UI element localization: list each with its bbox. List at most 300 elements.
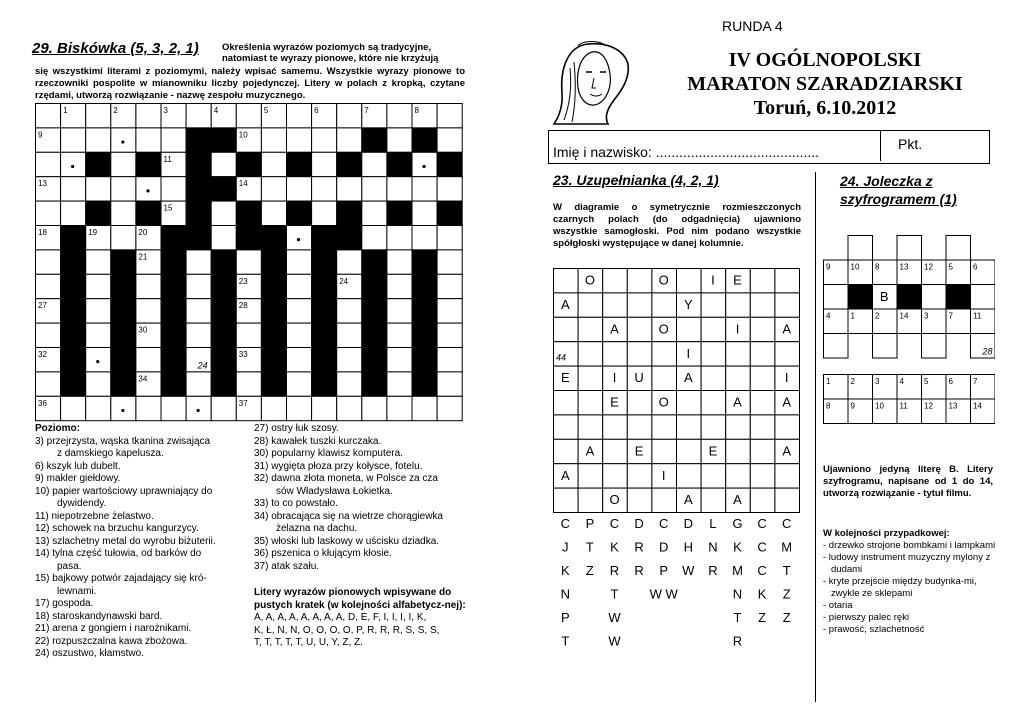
grid-cell[interactable] bbox=[387, 274, 412, 298]
grid-cell[interactable] bbox=[287, 323, 312, 347]
clue-line: 32) dawna złota moneta, w Polsce za cza bbox=[254, 473, 438, 484]
black-cell bbox=[312, 274, 337, 298]
grid-cell[interactable] bbox=[554, 391, 579, 415]
vowel-letter: E bbox=[560, 370, 570, 386]
grid-cell[interactable] bbox=[312, 396, 337, 420]
grid-cell[interactable] bbox=[211, 201, 236, 225]
grid-cell[interactable] bbox=[578, 415, 603, 439]
grid-cell[interactable] bbox=[848, 236, 873, 261]
grid-cell[interactable] bbox=[578, 464, 603, 488]
grid-cell[interactable] bbox=[578, 317, 603, 341]
logo-face-icon bbox=[548, 38, 638, 128]
dot-marker bbox=[121, 140, 124, 143]
grid-cell[interactable] bbox=[437, 177, 462, 201]
grid-cell[interactable] bbox=[677, 391, 702, 415]
grid-cell[interactable] bbox=[701, 293, 726, 317]
clue-line: 3) przejrzysta, wąska tkanina zwisająca bbox=[35, 435, 211, 447]
grid-cell[interactable] bbox=[36, 372, 61, 396]
black-cell bbox=[437, 152, 462, 176]
grid-cell[interactable] bbox=[111, 128, 136, 152]
grid-cell[interactable] bbox=[111, 152, 136, 176]
grid-cell[interactable] bbox=[554, 488, 579, 512]
black-cell bbox=[362, 128, 387, 152]
grid-cell[interactable] bbox=[337, 104, 362, 128]
grid-cell[interactable] bbox=[36, 152, 61, 176]
grid-cell[interactable] bbox=[652, 488, 677, 512]
grid-cell[interactable] bbox=[750, 317, 775, 341]
grid-cell[interactable] bbox=[362, 152, 387, 176]
black-cell bbox=[261, 348, 286, 372]
grid-cell[interactable] bbox=[362, 396, 387, 420]
grid-cell[interactable] bbox=[627, 391, 652, 415]
grid-cell[interactable] bbox=[652, 342, 677, 366]
grid-cell[interactable] bbox=[86, 250, 111, 274]
grid-cell[interactable] bbox=[437, 250, 462, 274]
grid-cell[interactable] bbox=[186, 104, 211, 128]
list-header: W kolejności przypadkowej: bbox=[823, 528, 950, 539]
column-divider bbox=[815, 172, 816, 702]
consonant-letter: Z bbox=[782, 610, 791, 625]
grid-cell[interactable] bbox=[652, 293, 677, 317]
grid-cell[interactable] bbox=[287, 348, 312, 372]
grid-cell[interactable] bbox=[824, 285, 849, 310]
grid-cell[interactable] bbox=[701, 464, 726, 488]
grid-cell[interactable] bbox=[701, 366, 726, 390]
consonant-letter: D bbox=[683, 516, 693, 531]
consonant-letter: K bbox=[610, 539, 619, 555]
grid-cell[interactable] bbox=[337, 396, 362, 420]
black-cell bbox=[186, 177, 211, 201]
cell-number: 8 bbox=[414, 106, 419, 115]
grid-cell[interactable] bbox=[652, 366, 677, 390]
vowel-letter: E bbox=[610, 394, 619, 410]
grid-cell[interactable] bbox=[701, 415, 726, 439]
list-item: - kryte przejście między budynka-mi, zwykle ze sklepami bbox=[823, 576, 977, 599]
grid-cell[interactable] bbox=[387, 299, 412, 323]
cell-number: 13 bbox=[899, 262, 909, 272]
grid-cell[interactable] bbox=[437, 396, 462, 420]
consonant-letter: Z bbox=[758, 610, 767, 625]
grid-cell[interactable] bbox=[86, 323, 111, 347]
black-cell bbox=[261, 299, 286, 323]
grid-cell[interactable] bbox=[897, 236, 922, 261]
cell-number: 2 bbox=[113, 106, 118, 115]
grid-cell[interactable] bbox=[627, 488, 652, 512]
grid-cell[interactable] bbox=[261, 177, 286, 201]
grid-cell[interactable] bbox=[603, 464, 628, 488]
black-cell bbox=[287, 152, 312, 176]
grid-cell[interactable] bbox=[750, 488, 775, 512]
black-cell bbox=[236, 226, 261, 250]
black-cell bbox=[387, 152, 412, 176]
grid-cell[interactable] bbox=[775, 342, 800, 366]
grid-cell[interactable] bbox=[726, 366, 751, 390]
grid-cell[interactable] bbox=[437, 299, 462, 323]
grid-cell[interactable] bbox=[86, 372, 111, 396]
grid-cell[interactable] bbox=[412, 201, 437, 225]
vowel-letter: A bbox=[733, 492, 742, 508]
grid-cell[interactable] bbox=[86, 348, 111, 372]
grid-cell[interactable] bbox=[387, 372, 412, 396]
grid-cell[interactable] bbox=[387, 323, 412, 347]
consonant-letter: C bbox=[782, 516, 792, 531]
grid-cell[interactable] bbox=[775, 464, 800, 488]
cell-number: 11 bbox=[163, 154, 172, 164]
black-cell bbox=[211, 372, 236, 396]
grid-cell[interactable] bbox=[287, 128, 312, 152]
vowel-letter: O bbox=[658, 321, 669, 337]
grid-cell[interactable] bbox=[236, 104, 261, 128]
grid-cell[interactable] bbox=[287, 299, 312, 323]
grid-cell[interactable] bbox=[750, 293, 775, 317]
grid-cell[interactable] bbox=[578, 342, 603, 366]
grid-cell[interactable] bbox=[824, 334, 849, 359]
grid-cell[interactable] bbox=[161, 396, 186, 420]
grid-cell[interactable] bbox=[750, 342, 775, 366]
black-cell bbox=[61, 250, 86, 274]
grid-cell[interactable] bbox=[652, 439, 677, 463]
grid-cell[interactable] bbox=[111, 201, 136, 225]
grid-cell[interactable] bbox=[261, 128, 286, 152]
black-cell bbox=[412, 323, 437, 347]
grid-cell[interactable] bbox=[873, 334, 898, 359]
grid-cell[interactable] bbox=[236, 323, 261, 347]
grid-cell[interactable] bbox=[387, 348, 412, 372]
list-item: - prawość, szlachetność bbox=[823, 624, 925, 635]
grid-cell[interactable] bbox=[36, 274, 61, 298]
black-cell bbox=[412, 348, 437, 372]
black-cell bbox=[61, 372, 86, 396]
cell-number: 1 bbox=[63, 106, 68, 115]
grid-cell[interactable] bbox=[287, 250, 312, 274]
consonant-letter: W bbox=[682, 563, 695, 578]
grid-cell[interactable] bbox=[362, 201, 387, 225]
clue-line: 34) obracająca się na wietrze chorągiewka bbox=[254, 510, 443, 522]
grid-cell[interactable] bbox=[387, 250, 412, 274]
grid-cell[interactable] bbox=[86, 274, 111, 298]
grid-cell[interactable] bbox=[236, 372, 261, 396]
grid-cell[interactable] bbox=[627, 269, 652, 293]
grid-cell[interactable] bbox=[578, 488, 603, 512]
grid-cell[interactable] bbox=[211, 152, 236, 176]
vowel-letter: E bbox=[733, 272, 742, 288]
consonant-letter: T bbox=[610, 586, 619, 602]
consonant-letter: D bbox=[634, 516, 644, 531]
cell-number: 10 bbox=[850, 262, 860, 272]
grid-cell[interactable] bbox=[750, 415, 775, 439]
cell-number: 14 bbox=[899, 311, 909, 321]
cell-number: 6 bbox=[973, 262, 978, 272]
clue-line: 6) kszyk lub dubelt. bbox=[35, 460, 121, 472]
grid-cell[interactable] bbox=[261, 201, 286, 225]
cell-number: 17 bbox=[339, 203, 349, 213]
grid-cell[interactable] bbox=[61, 177, 86, 201]
grid-cell[interactable] bbox=[726, 415, 751, 439]
grid-cell[interactable] bbox=[677, 464, 702, 488]
clue-line: 15) bajkowy potwór zajadający się kró- bbox=[35, 573, 207, 584]
grid-cell[interactable] bbox=[287, 226, 312, 250]
grid-cell[interactable] bbox=[86, 299, 111, 323]
grid-cell[interactable] bbox=[387, 177, 412, 201]
grid-cell[interactable] bbox=[287, 396, 312, 420]
vowel-letter: A bbox=[560, 467, 570, 483]
grid-cell[interactable] bbox=[603, 269, 628, 293]
dot-marker bbox=[422, 165, 425, 168]
grid-cell[interactable] bbox=[61, 201, 86, 225]
grid-cell[interactable] bbox=[775, 293, 800, 317]
cell-number: 4 bbox=[213, 106, 219, 115]
black-cell bbox=[337, 226, 362, 250]
consonant-letter: K bbox=[733, 539, 742, 555]
grid-cell[interactable] bbox=[86, 396, 111, 420]
grid-cell[interactable] bbox=[946, 236, 971, 261]
grid-cell[interactable] bbox=[312, 201, 337, 225]
grid-cell[interactable] bbox=[136, 104, 161, 128]
grid-cell[interactable] bbox=[627, 293, 652, 317]
consonant-letter: T bbox=[782, 563, 791, 578]
cell-number: 10 bbox=[875, 401, 884, 411]
vertical-letters: A, A, A, A, A, A, A, A, D, E, F, I, I, I, I, K, bbox=[254, 612, 427, 623]
grid-cell[interactable] bbox=[287, 104, 312, 128]
consonant-letter: Z bbox=[782, 586, 791, 602]
grid-cell[interactable] bbox=[750, 391, 775, 415]
vowel-letter: E bbox=[708, 443, 718, 459]
grid-cell[interactable] bbox=[387, 128, 412, 152]
black-cell bbox=[111, 274, 136, 298]
grid-cell[interactable] bbox=[701, 391, 726, 415]
black-cell bbox=[111, 372, 136, 396]
grid-cell[interactable] bbox=[578, 391, 603, 415]
grid-cell[interactable] bbox=[211, 226, 236, 250]
grid-cell[interactable] bbox=[337, 323, 362, 347]
grid-cell[interactable] bbox=[554, 317, 579, 341]
black-cell bbox=[86, 152, 111, 176]
grid-cell[interactable] bbox=[437, 104, 462, 128]
grid-cell[interactable] bbox=[603, 342, 628, 366]
grid-cell[interactable] bbox=[261, 152, 286, 176]
grid-cell[interactable] bbox=[578, 366, 603, 390]
black-cell bbox=[387, 201, 412, 225]
grid-cell[interactable] bbox=[86, 177, 111, 201]
consonant-letter: R bbox=[634, 539, 644, 555]
grid-cell[interactable] bbox=[412, 152, 437, 176]
grid-cell[interactable] bbox=[726, 293, 751, 317]
grid-cell[interactable] bbox=[36, 201, 61, 225]
black-cell bbox=[412, 372, 437, 396]
grid-cell[interactable] bbox=[312, 152, 337, 176]
grid-cell[interactable] bbox=[211, 396, 236, 420]
grid-cell[interactable] bbox=[61, 396, 86, 420]
grid-cell[interactable] bbox=[922, 285, 947, 310]
grid-cell[interactable] bbox=[186, 250, 211, 274]
grid-cell[interactable] bbox=[750, 439, 775, 463]
grid-cell[interactable] bbox=[362, 226, 387, 250]
grid-cell[interactable] bbox=[136, 128, 161, 152]
grid-cell[interactable] bbox=[111, 177, 136, 201]
grid-cell[interactable] bbox=[437, 323, 462, 347]
grid-cell[interactable] bbox=[136, 348, 161, 372]
grid-cell[interactable] bbox=[437, 274, 462, 298]
grid-cell[interactable] bbox=[677, 317, 702, 341]
cell-number: 34 bbox=[138, 374, 148, 384]
grid-cell[interactable] bbox=[136, 299, 161, 323]
vowel-letter: O bbox=[658, 394, 669, 410]
grid-cell[interactable] bbox=[287, 177, 312, 201]
cell-number: 25 bbox=[364, 276, 374, 286]
grid-cell[interactable] bbox=[677, 415, 702, 439]
cell-number: 12 bbox=[339, 154, 349, 164]
grid-cell[interactable] bbox=[337, 177, 362, 201]
grid-cell[interactable] bbox=[236, 250, 261, 274]
black-cell bbox=[211, 323, 236, 347]
puzzle24-list bbox=[823, 528, 998, 636]
grid-cell[interactable] bbox=[971, 285, 996, 310]
grid-cell[interactable] bbox=[775, 269, 800, 293]
grid-cell[interactable] bbox=[437, 226, 462, 250]
cell-number: 10 bbox=[238, 130, 248, 140]
cell-number: 32 bbox=[38, 350, 47, 359]
grid-cell[interactable] bbox=[337, 250, 362, 274]
grid-cell[interactable] bbox=[36, 104, 61, 128]
grid-cell[interactable] bbox=[726, 464, 751, 488]
grid-cell[interactable] bbox=[387, 396, 412, 420]
grid-cell[interactable] bbox=[750, 366, 775, 390]
grid-cell[interactable] bbox=[287, 274, 312, 298]
grid-cell[interactable] bbox=[337, 128, 362, 152]
grid-cell[interactable] bbox=[701, 342, 726, 366]
grid-cell[interactable] bbox=[603, 439, 628, 463]
grid-cell[interactable] bbox=[337, 348, 362, 372]
grid-cell[interactable] bbox=[412, 177, 437, 201]
grid-cell[interactable] bbox=[627, 415, 652, 439]
grid-cell[interactable] bbox=[677, 269, 702, 293]
black-cell bbox=[61, 348, 86, 372]
grid-cell[interactable] bbox=[186, 396, 211, 420]
grid-cell[interactable] bbox=[554, 415, 579, 439]
consonant-letter: M bbox=[732, 563, 743, 578]
grid-cell[interactable] bbox=[61, 152, 86, 176]
black-cell bbox=[312, 250, 337, 274]
grid-cell[interactable] bbox=[652, 415, 677, 439]
grid-cell[interactable] bbox=[111, 396, 136, 420]
grid-cell[interactable] bbox=[554, 269, 579, 293]
consonant-letter: P bbox=[659, 563, 669, 578]
grid-cell[interactable] bbox=[337, 372, 362, 396]
grid-cell[interactable] bbox=[750, 464, 775, 488]
cell-number: 21 bbox=[138, 252, 148, 262]
grid-cell[interactable] bbox=[554, 439, 579, 463]
list-item: - pierwszy palec ręki bbox=[823, 612, 910, 623]
grid-cell[interactable] bbox=[627, 342, 652, 366]
vowel-letter: I bbox=[784, 370, 789, 386]
grid-cell[interactable] bbox=[111, 226, 136, 250]
vowel-letter: A bbox=[683, 492, 693, 508]
cell-number: 24 bbox=[339, 276, 349, 286]
grid-cell[interactable] bbox=[337, 299, 362, 323]
grid-cell[interactable] bbox=[312, 128, 337, 152]
clue-line: 27) ostry łuk szosy. bbox=[254, 423, 339, 434]
grid-cell[interactable] bbox=[750, 269, 775, 293]
grid-cell[interactable] bbox=[726, 342, 751, 366]
consonant-letter: W bbox=[608, 610, 621, 625]
black-cell bbox=[362, 299, 387, 323]
grid-cell[interactable] bbox=[387, 226, 412, 250]
grid-cell[interactable] bbox=[136, 177, 161, 201]
grid-cell[interactable] bbox=[261, 396, 286, 420]
grid-cell[interactable] bbox=[61, 128, 86, 152]
cell-number: 4 bbox=[826, 311, 831, 321]
grid-cell[interactable] bbox=[677, 439, 702, 463]
grid-cell[interactable] bbox=[161, 128, 186, 152]
grid-cell[interactable] bbox=[86, 104, 111, 128]
name-field[interactable]: Imię i nazwisko: .......................................... bbox=[553, 144, 820, 160]
vowel-letter: I bbox=[735, 321, 740, 337]
consonant-letter: N bbox=[560, 586, 570, 602]
title-line: Toruń, 6.10.2012 bbox=[753, 97, 897, 119]
grid-cell[interactable] bbox=[603, 293, 628, 317]
grid-cell[interactable] bbox=[36, 250, 61, 274]
consonant-letter: C bbox=[757, 539, 767, 555]
black-cell bbox=[161, 299, 186, 323]
grid-cell[interactable] bbox=[287, 372, 312, 396]
grid-cell[interactable] bbox=[726, 439, 751, 463]
grid-cell[interactable] bbox=[186, 274, 211, 298]
title-line: IV OGÓLNOPOLSKI bbox=[728, 49, 922, 71]
clue-line: 31) wygięta płoza przy kołysce, fotelu. bbox=[254, 460, 423, 472]
grid-cell[interactable] bbox=[412, 396, 437, 420]
grid-cell[interactable] bbox=[312, 177, 337, 201]
cell-number: 28 bbox=[238, 301, 248, 311]
grid-cell[interactable] bbox=[36, 323, 61, 347]
black-cell bbox=[287, 201, 312, 225]
grid-cell[interactable] bbox=[775, 488, 800, 512]
black-cell bbox=[161, 226, 186, 250]
grid-cell[interactable] bbox=[86, 128, 111, 152]
grid-cell[interactable] bbox=[603, 415, 628, 439]
grid-cell[interactable] bbox=[775, 415, 800, 439]
grid-cell[interactable] bbox=[437, 128, 462, 152]
grid-cell[interactable] bbox=[578, 293, 603, 317]
grid-cell[interactable] bbox=[922, 334, 947, 359]
grid-cell[interactable] bbox=[362, 177, 387, 201]
grid-cell[interactable] bbox=[412, 226, 437, 250]
consonant-letter: C bbox=[757, 563, 767, 578]
grid-cell[interactable] bbox=[387, 104, 412, 128]
cell-number: 5 bbox=[263, 106, 269, 115]
grid-cell[interactable] bbox=[437, 348, 462, 372]
grid-cell[interactable] bbox=[701, 317, 726, 341]
cell-number: 20 bbox=[138, 228, 148, 237]
black-cell bbox=[86, 201, 111, 225]
grid-cell[interactable] bbox=[136, 274, 161, 298]
grid-cell[interactable] bbox=[186, 323, 211, 347]
consonant-letter: P bbox=[560, 610, 570, 625]
grid-cell[interactable] bbox=[186, 299, 211, 323]
grid-cell[interactable] bbox=[161, 177, 186, 201]
grid-cell[interactable] bbox=[701, 488, 726, 512]
puzzle29-clues-horizontal bbox=[35, 423, 250, 661]
vowel-letter: A bbox=[782, 443, 792, 459]
grid-cell[interactable] bbox=[136, 396, 161, 420]
grid-cell[interactable] bbox=[186, 372, 211, 396]
puzzle24-title: 24. Joleczka z szyfrogramem (1) bbox=[840, 173, 957, 207]
points-field[interactable]: Pkt. bbox=[898, 136, 923, 152]
cell-number: 1 bbox=[850, 311, 855, 321]
grid-cell[interactable] bbox=[627, 317, 652, 341]
grid-cell[interactable] bbox=[627, 464, 652, 488]
puzzle29-title: 29. Biskówka (5, 3, 2, 1) bbox=[32, 40, 199, 57]
grid-cell[interactable] bbox=[437, 372, 462, 396]
